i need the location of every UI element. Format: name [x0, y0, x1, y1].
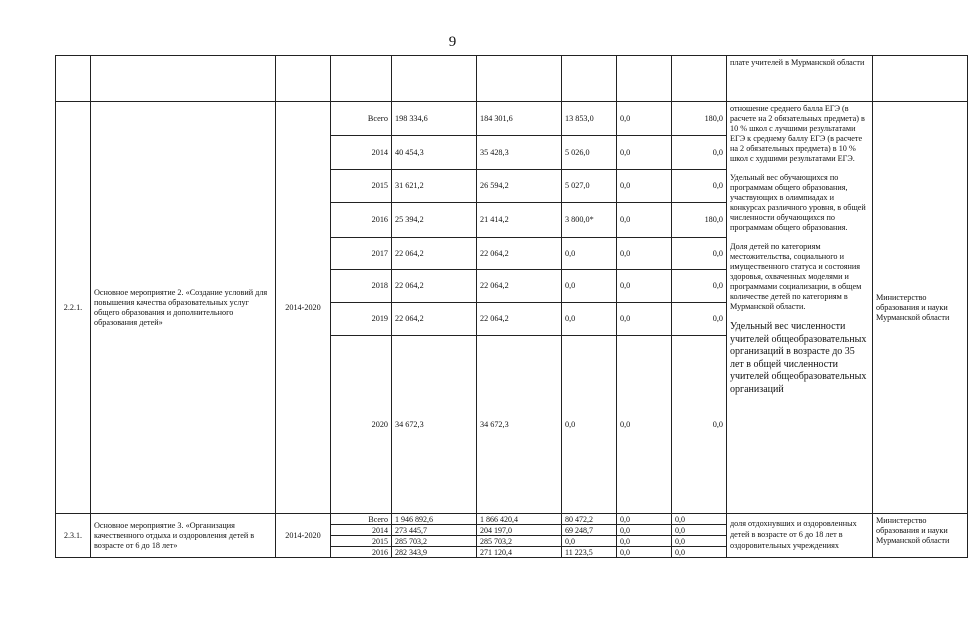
- municipal-cell: 0,0: [617, 336, 672, 514]
- other-cell: 0,0: [672, 303, 727, 336]
- total-cell: 22 064,2: [392, 238, 477, 270]
- regional-cell: 22 064,2: [477, 270, 562, 303]
- regional-cell: 184 301,6: [477, 102, 562, 136]
- indicator-text: Доля детей по категориям местожительства, социального и имущественного статуса и состояния здоровья, охваченных моделями и программами социализации, в общем количестве детей по категориям в Мурманской области.: [730, 242, 862, 311]
- row-number: 2.3.1.: [56, 514, 91, 558]
- table-row: [56, 56, 968, 102]
- federal-cell: 5 027,0: [562, 170, 617, 203]
- indicator-text: Удельный вес обучающихся по программам общего образования, участвующих в олимпиадах и конкурсах различного уровня, в общей численности обучающихся по программам общего образования.: [730, 173, 866, 232]
- year-cell: 2018: [331, 270, 392, 303]
- total-cell: 273 445,7: [392, 525, 477, 536]
- regional-cell: 22 064,2: [477, 303, 562, 336]
- measure-name: Основное мероприятие 2. «Создание условий для повышения качества образовательных услуг общего образования и дополнительного образования детей»: [91, 102, 276, 514]
- page-number: 9: [448, 34, 457, 50]
- table-row: [56, 514, 968, 525]
- federal-cell: 0,0: [562, 303, 617, 336]
- total-cell: 22 064,2: [392, 303, 477, 336]
- executor: Министерство образования и науки Мурманской области: [873, 102, 968, 514]
- federal-cell: 0,0: [562, 238, 617, 270]
- other-cell: 0,0: [672, 514, 727, 525]
- indicator-text: Удельный вес численности учителей общеобразовательных организаций в возрасте до 35 лет в общей численности учителей общеобразовательных организаций: [730, 321, 867, 395]
- municipal-cell: 0,0: [617, 303, 672, 336]
- other-cell: 0,0: [672, 547, 727, 558]
- total-cell: 31 621,2: [392, 170, 477, 203]
- federal-cell: 0,0: [562, 536, 617, 547]
- municipal-cell: 0,0: [617, 547, 672, 558]
- municipal-cell: 0,0: [617, 536, 672, 547]
- measure-name: Основное мероприятие 3. «Организация качественного отдыха и оздоровления детей в возрасте от 6 до 18 лет»: [91, 514, 276, 558]
- program-table: [55, 55, 968, 558]
- year-cell: 2015: [331, 170, 392, 203]
- executor: Министерство образования и науки Мурманской области: [873, 514, 968, 558]
- period: 2014-2020: [276, 514, 331, 558]
- municipal-cell: 0,0: [617, 170, 672, 203]
- total-cell: 25 394,2: [392, 203, 477, 238]
- federal-cell: 11 223,5: [562, 547, 617, 558]
- other-cell: 0,0: [672, 170, 727, 203]
- regional-cell: 204 197,0: [477, 525, 562, 536]
- year-cell: 2019: [331, 303, 392, 336]
- municipal-cell: 0,0: [617, 514, 672, 525]
- total-cell: 34 672,3: [392, 336, 477, 514]
- federal-cell: 69 248,7: [562, 525, 617, 536]
- year-cell: Всего: [331, 514, 392, 525]
- total-cell: 285 703,2: [392, 536, 477, 547]
- year-cell: 2014: [331, 525, 392, 536]
- federal-cell: 0,0: [562, 336, 617, 514]
- other-cell: 180,0: [672, 203, 727, 238]
- period: 2014-2020: [276, 102, 331, 514]
- year-cell: 2016: [331, 203, 392, 238]
- municipal-cell: 0,0: [617, 238, 672, 270]
- other-cell: 0,0: [672, 525, 727, 536]
- regional-cell: 22 064,2: [477, 238, 562, 270]
- federal-cell: 3 800,0*: [562, 203, 617, 238]
- year-cell: 2015: [331, 536, 392, 547]
- row-number: 2.2.1.: [56, 102, 91, 514]
- regional-cell: 35 428,3: [477, 136, 562, 170]
- federal-cell: 80 472,2: [562, 514, 617, 525]
- total-cell: 1 946 892,6: [392, 514, 477, 525]
- municipal-cell: 0,0: [617, 203, 672, 238]
- year-cell: 2014: [331, 136, 392, 170]
- regional-cell: 1 866 420,4: [477, 514, 562, 525]
- indicator-continuation: плате учителей в Мурманской области: [727, 56, 873, 102]
- indicator-text: доля отдохнувших и оздоровленных детей в возрасте от 6 до 18 лет в оздоровительных учреждениях: [727, 514, 873, 558]
- other-cell: 180,0: [672, 102, 727, 136]
- regional-cell: 21 414,2: [477, 203, 562, 238]
- other-cell: 0,0: [672, 336, 727, 514]
- year-cell: Всего: [331, 102, 392, 136]
- indicator-text: отношение среднего балла ЕГЭ (в расчете на 2 обязательных предмета) в 10 % школ с лучшими результатами ЕГЭ к среднему баллу ЕГЭ (в расчете на 2 обязательных предмета) в 10 % школ с худшими результатами ЕГЭ.: [730, 104, 865, 163]
- federal-cell: 13 853,0: [562, 102, 617, 136]
- year-cell: 2017: [331, 238, 392, 270]
- total-cell: 40 454,3: [392, 136, 477, 170]
- total-cell: 198 334,6: [392, 102, 477, 136]
- year-cell: 2016: [331, 547, 392, 558]
- indicators-cell: [727, 102, 873, 514]
- other-cell: 0,0: [672, 270, 727, 303]
- federal-cell: 5 026,0: [562, 136, 617, 170]
- other-cell: 0,0: [672, 136, 727, 170]
- municipal-cell: 0,0: [617, 525, 672, 536]
- other-cell: 0,0: [672, 536, 727, 547]
- municipal-cell: 0,0: [617, 270, 672, 303]
- year-cell: 2020: [331, 336, 392, 514]
- regional-cell: 271 120,4: [477, 547, 562, 558]
- table-row: [56, 102, 968, 136]
- federal-cell: 0,0: [562, 270, 617, 303]
- regional-cell: 34 672,3: [477, 336, 562, 514]
- regional-cell: 26 594,2: [477, 170, 562, 203]
- municipal-cell: 0,0: [617, 102, 672, 136]
- total-cell: 282 343,9: [392, 547, 477, 558]
- municipal-cell: 0,0: [617, 136, 672, 170]
- regional-cell: 285 703,2: [477, 536, 562, 547]
- total-cell: 22 064,2: [392, 270, 477, 303]
- other-cell: 0,0: [672, 238, 727, 270]
